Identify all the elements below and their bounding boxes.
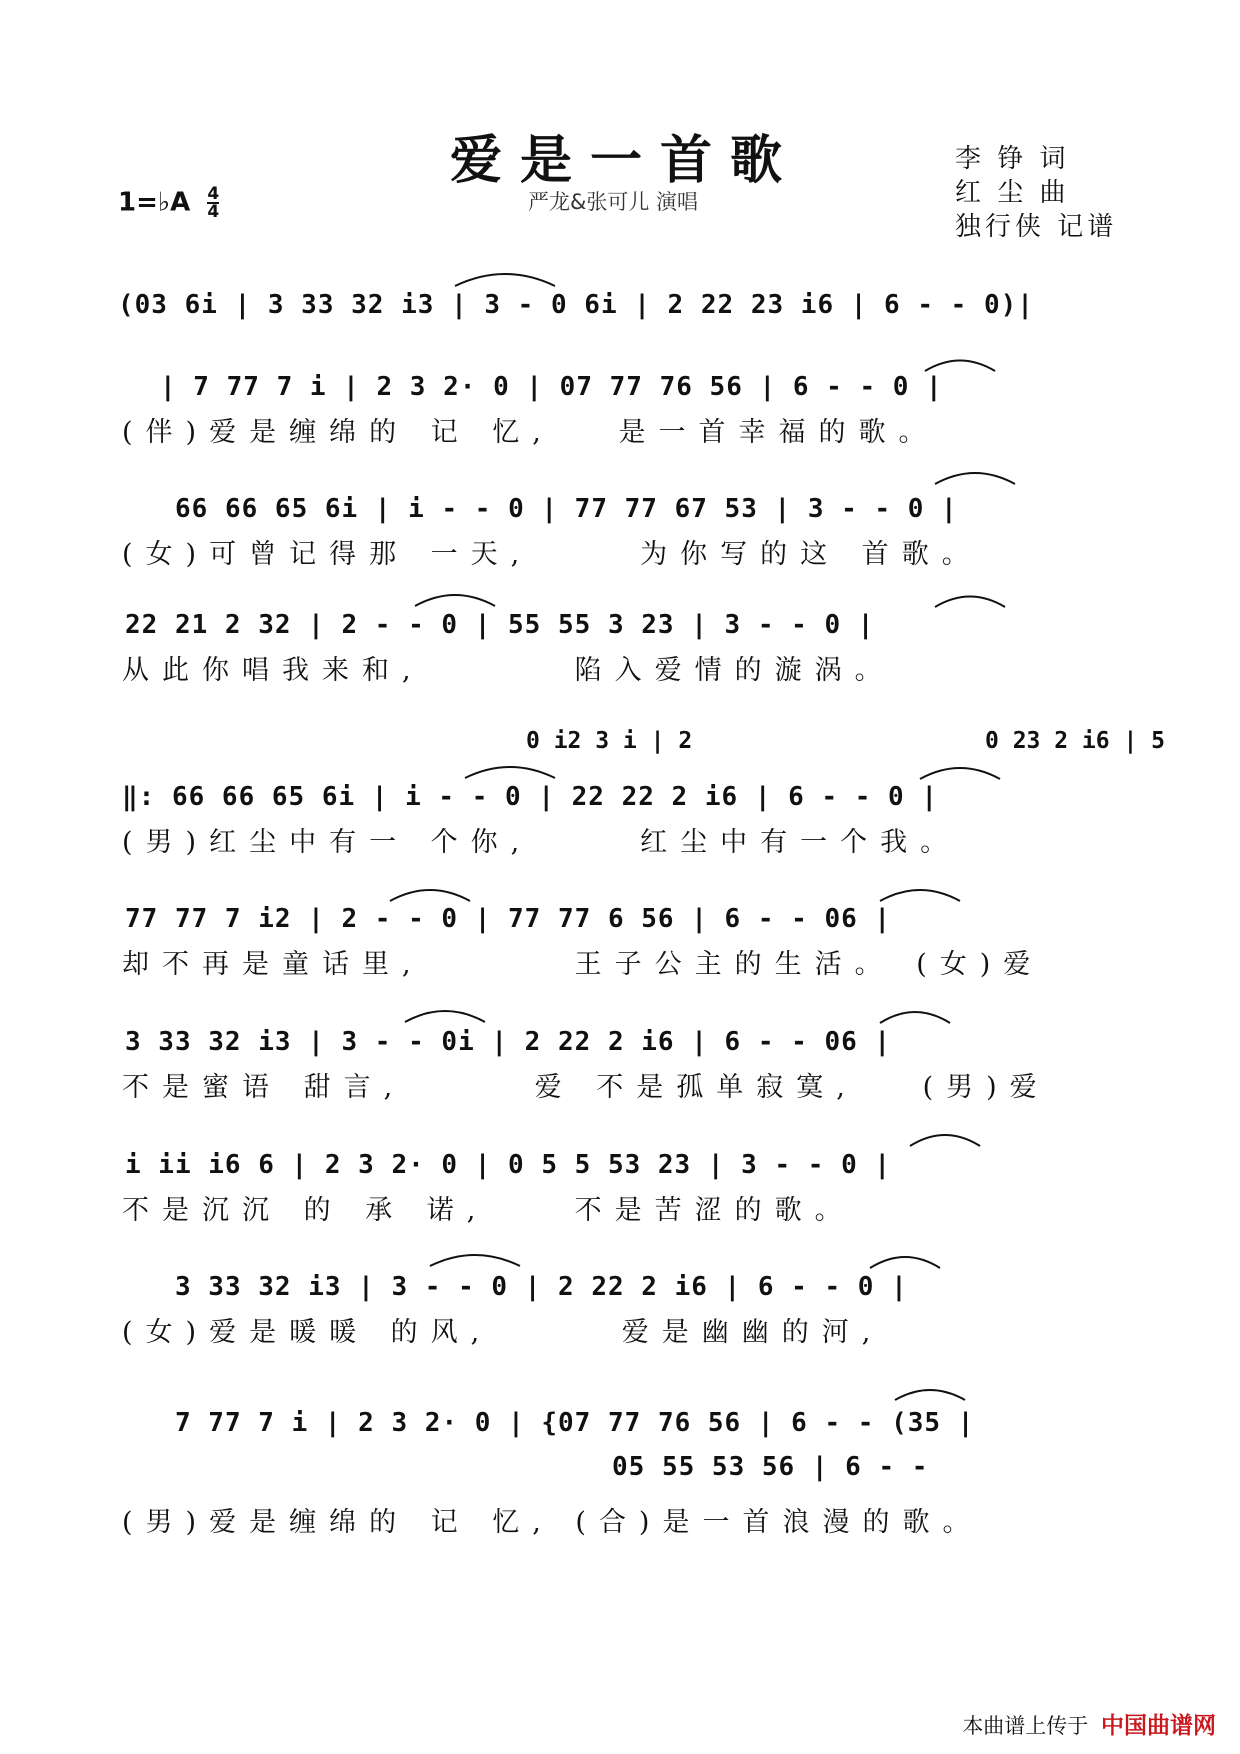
- score-line-3-lyrics: (女)可曾记得那 一天, 为你写的这 首歌。: [122, 539, 982, 570]
- slur-mark: [895, 1390, 965, 1400]
- score-line-9-notes: 3 33 32 i3 | 3 - - 0 | 2 22 2 i6 | 6 - - 0 |: [175, 1272, 908, 1302]
- score-line-5-alt-notes-b: 0 23 2 i6 | 5: [985, 728, 1166, 754]
- time-signature: [207, 186, 219, 220]
- slur-mark: [920, 768, 1000, 779]
- score-line-4-lyrics: 从此你唱我来和, 陷入爱情的漩涡。: [122, 655, 895, 686]
- slur-mark: [390, 890, 470, 901]
- score-line-7-notes: 3 33 32 i3 | 3 - - 0i | 2 22 2 i6 | 6 - - 06 |: [125, 1027, 892, 1057]
- score-line-1-notes: (03 6i | 3 33 32 i3 | 3 - 0 6i | 2 22 23 i6 | 6 - - 0)|: [118, 290, 1034, 320]
- score-line-5-lyrics: (男)红尘中有一 个你, 红尘中有一个我。: [122, 827, 961, 858]
- slur-mark: [465, 767, 555, 778]
- score-line-8-lyrics: 不是沉沉 的 承 诺, 不是苦涩的歌。: [122, 1195, 855, 1226]
- slur-mark: [415, 595, 495, 606]
- score-line-10-lyrics: (男)爱是缠绵的 记 忆, (合)是一首浪漫的歌。: [122, 1507, 983, 1538]
- key-signature: [118, 186, 219, 220]
- score-line-3-notes: 66 66 65 6i | i - - 0 | 77 77 67 53 | 3 - - 0 |: [175, 494, 958, 524]
- score-line-2-notes: | 7 77 7 i | 2 3 2· 0 | 07 77 76 56 | 6 - - 0 |: [160, 372, 943, 402]
- slur-mark: [880, 1012, 950, 1023]
- time-bottom: 4: [207, 202, 220, 222]
- score-line-6-lyrics: 却不再是童话里, 王子公主的生活。 (女)爱: [122, 949, 1044, 980]
- score-line-10-notes-voice2: 05 55 53 56 | 6 - -: [612, 1452, 929, 1482]
- slur-mark: [430, 1255, 520, 1266]
- credit-composer: 红 尘 曲: [955, 178, 1070, 208]
- song-title: 爱是一首歌: [450, 130, 801, 191]
- slur-mark: [910, 1135, 980, 1146]
- footer-uploaded-text: 本曲谱上传于: [962, 1714, 1089, 1738]
- score-line-7-lyrics: 不是蜜语 甜言, 爱 不是孤单寂寞, (男)爱: [122, 1072, 1050, 1103]
- score-line-9-lyrics: (女)爱是暖暖 的风, 爱是幽幽的河,: [122, 1317, 884, 1348]
- footer-brand[interactable]: 中国曲谱网: [1101, 1713, 1216, 1739]
- slur-mark: [870, 1257, 940, 1268]
- score-line-6-notes: 77 77 7 i2 | 2 - - 0 | 77 77 6 56 | 6 - - 06 |: [125, 904, 892, 934]
- credit-lyricist: 李 铮 词: [955, 144, 1070, 174]
- slur-mark: [455, 274, 555, 286]
- footer: [962, 1707, 1216, 1740]
- score-line-4-notes: 22 21 2 32 | 2 - - 0 | 55 55 3 23 | 3 - - 0 |: [125, 610, 875, 640]
- performers: 严龙&张可儿 演唱: [528, 190, 699, 214]
- score-line-10-notes: 7 77 7 i | 2 3 2· 0 | {07 77 76 56 | 6 - - (35 |: [175, 1408, 975, 1438]
- score-line-8-notes: i ii i6 6 | 2 3 2· 0 | 0 5 5 53 23 | 3 - - 0 |: [125, 1150, 892, 1180]
- key-text: 1=♭A: [118, 187, 191, 218]
- slur-mark: [405, 1011, 485, 1022]
- score-line-5-alt-notes-a: 0 i2 3 i | 2: [526, 728, 693, 754]
- slur-mark: [925, 361, 995, 372]
- slur-mark: [935, 473, 1015, 484]
- slur-mark: [880, 890, 960, 901]
- score-line-2-lyrics: (伴)爱是缠绵的 记 忆, 是一首幸福的歌。: [122, 417, 939, 448]
- credit-transcriber: 独行侠 记谱: [955, 212, 1118, 242]
- score-line-5-notes: ‖: 66 66 65 6i | i - - 0 | 22 22 2 i6 | 6 - - 0 |: [122, 782, 939, 812]
- slur-mark: [935, 597, 1005, 608]
- time-top: 4: [207, 184, 220, 204]
